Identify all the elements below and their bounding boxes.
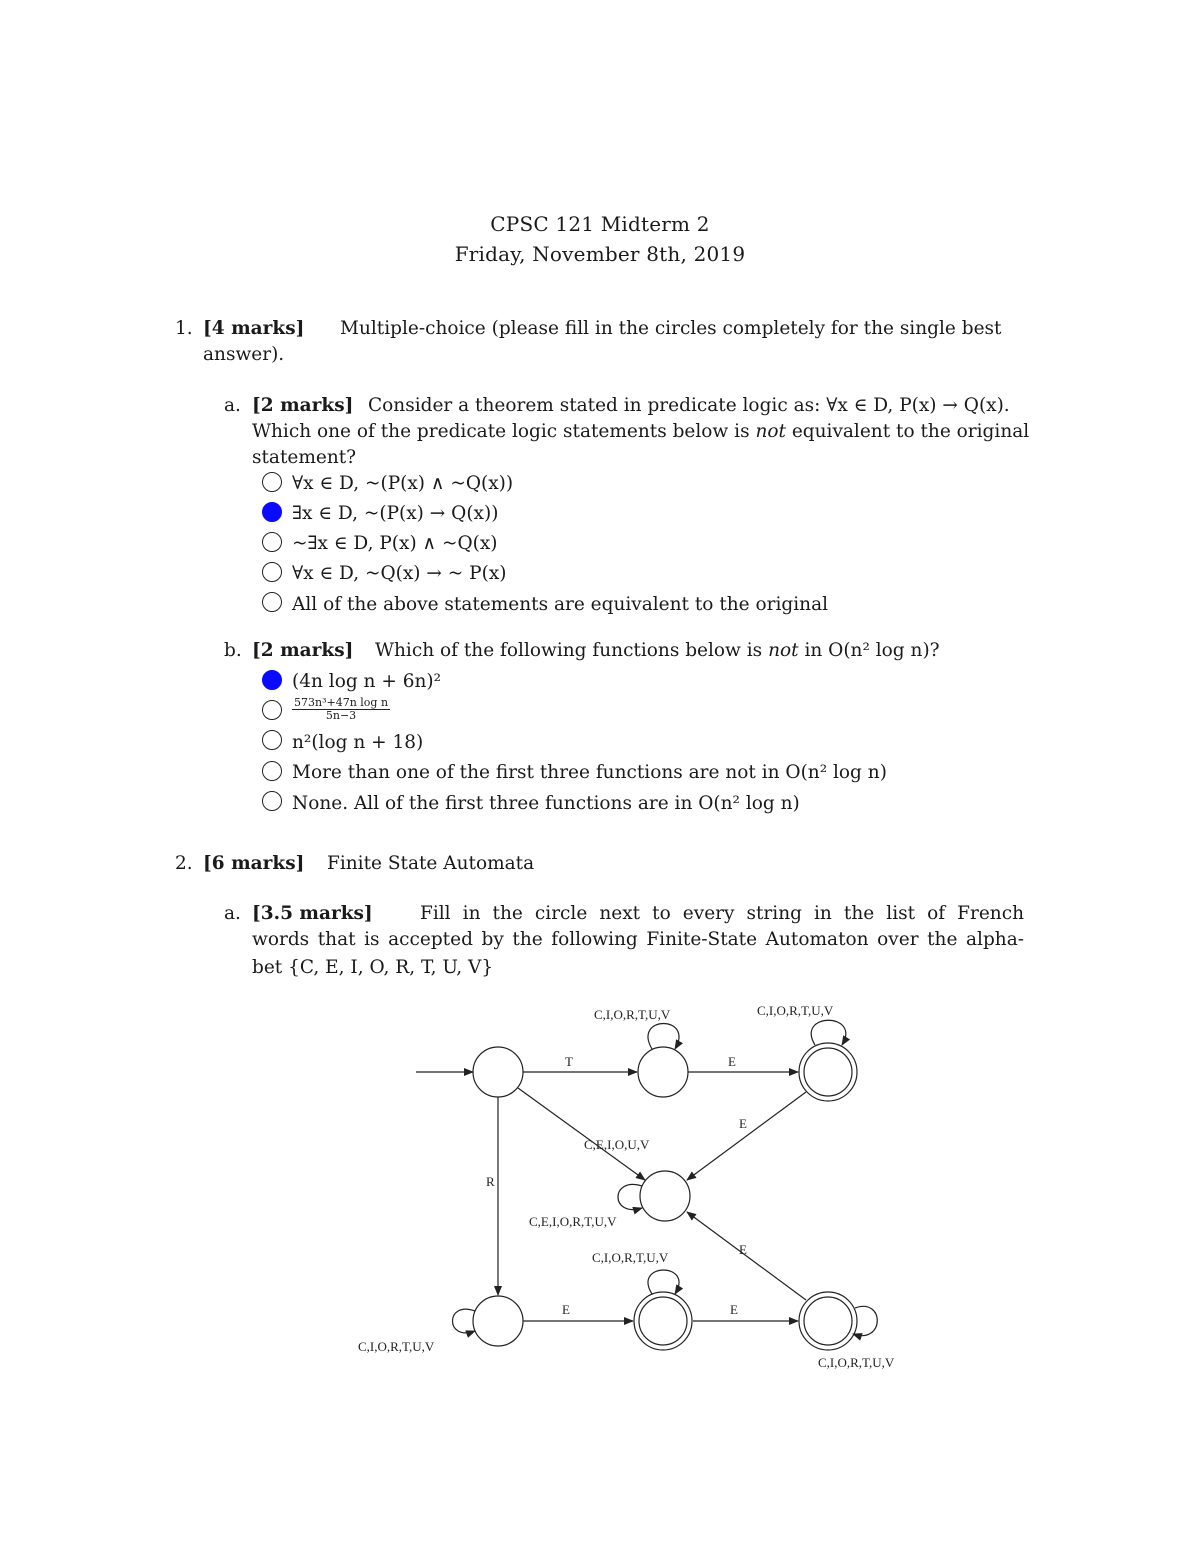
q1-prompt-line1: Multiple-choice (please fill in the circles completely for the single best	[340, 318, 1002, 339]
q1a-line2: Which one of the predicate logic statements below is not equivalent to the original	[252, 421, 1030, 442]
q1a-marks: [2 marks]	[252, 395, 354, 416]
q2-number: 2.	[175, 853, 193, 874]
state-r	[473, 1296, 523, 1346]
label-loop-mid: C,I,O,R,T,U,V	[592, 1250, 669, 1265]
loop-state-t	[648, 1024, 679, 1050]
label-loop-dead: C,E,I,O,R,T,U,V	[529, 1214, 617, 1229]
state-accept-mid	[634, 1292, 692, 1350]
label-edge-r: R	[486, 1174, 495, 1189]
page-date: Friday, November 8th, 2019	[454, 242, 746, 266]
label-edge-e2: E	[739, 1116, 747, 1131]
label-loop-r: C,I,O,R,T,U,V	[358, 1339, 435, 1354]
q1a-option-5-label: All of the above statements are equivalent to the original	[292, 594, 829, 615]
state-accept-right	[799, 1292, 857, 1350]
state-accept-top	[799, 1043, 857, 1101]
label-loop-accept-top: C,I,O,R,T,U,V	[757, 1003, 834, 1018]
q2-marks: [6 marks]	[203, 853, 305, 874]
q1b-option-3-label: n²(log n + 18)	[292, 732, 424, 753]
q1b-letter: b.	[224, 640, 242, 661]
loop-state-dead	[618, 1184, 642, 1209]
loop-state-r	[453, 1309, 476, 1333]
label-edge-t: T	[565, 1054, 573, 1069]
q2-title: Finite State Automata	[327, 853, 535, 874]
q1a-line1: Consider a theorem stated in predicate logic as: ∀x ∈ D, P(x) → Q(x).	[368, 395, 1010, 416]
state-accept-mid-inner	[639, 1297, 687, 1345]
label-edge-e5: E	[730, 1302, 738, 1317]
q2a-line2: words that is accepted by the following Finite-State Automaton over the alpha-	[252, 929, 1024, 950]
q1a-letter: a.	[224, 395, 241, 416]
q1a-option-2-label: ∃x ∈ D, ~(P(x) → Q(x))	[292, 503, 499, 524]
state-accept-right-inner	[804, 1297, 852, 1345]
q2a-letter: a.	[224, 903, 241, 924]
q1-prompt-line2: answer).	[203, 344, 285, 365]
state-dead	[640, 1171, 690, 1221]
q1a-option-1-label: ∀x ∈ D, ~(P(x) ∧ ~Q(x))	[292, 473, 514, 494]
q1b-prompt: Which of the following functions below is not in O(n² log n)?	[375, 640, 940, 661]
state-t	[638, 1047, 688, 1097]
label-edge-e1: E	[728, 1054, 736, 1069]
label-edge-e4: E	[562, 1302, 570, 1317]
q1b-marks: [2 marks]	[252, 640, 354, 661]
loop-state-mid	[648, 1270, 679, 1294]
q1a-option-3-label: ~∃x ∈ D, P(x) ∧ ~Q(x)	[292, 533, 498, 554]
q2a-line3: bet {C, E, I, O, R, T, U, V}	[252, 957, 494, 978]
edge-accept-to-dead	[687, 1092, 806, 1180]
q2a-line1: Fill in the circle next to every string in the list of French	[420, 903, 1024, 924]
fraction-numerator: 573n³+47n log n	[294, 696, 389, 709]
label-loop-accept-right: C,I,O,R,T,U,V	[818, 1355, 895, 1370]
q1b-option-1-label: (4n log n + 6n)²	[292, 671, 442, 692]
q1-marks: [4 marks]	[203, 318, 305, 339]
loop-state-accept-top	[811, 1020, 846, 1045]
q1a-line3: statement?	[252, 447, 357, 468]
q1b-option-4-label: More than one of the first three functions are not in O(n² log n)	[292, 762, 887, 783]
label-edge-e3: E	[739, 1242, 747, 1257]
q2a-marks: [3.5 marks]	[252, 903, 373, 924]
state-accept-top-inner	[804, 1048, 852, 1096]
label-edge-ceiouv: C,E,I,O,U,V	[584, 1137, 650, 1152]
q1b-option-5-label: None. All of the first three functions are in O(n² log n)	[292, 793, 800, 814]
q1-number: 1.	[175, 318, 193, 339]
fraction-denominator: 5n−3	[325, 709, 357, 722]
edge-start-to-dead	[518, 1088, 645, 1180]
page-title: CPSC 121 Midterm 2	[490, 212, 710, 236]
label-loop-t: C,I,O,R,T,U,V	[594, 1007, 671, 1022]
q1a-option-4-label: ∀x ∈ D, ~Q(x) → ~ P(x)	[292, 563, 507, 584]
state-start	[473, 1047, 523, 1097]
